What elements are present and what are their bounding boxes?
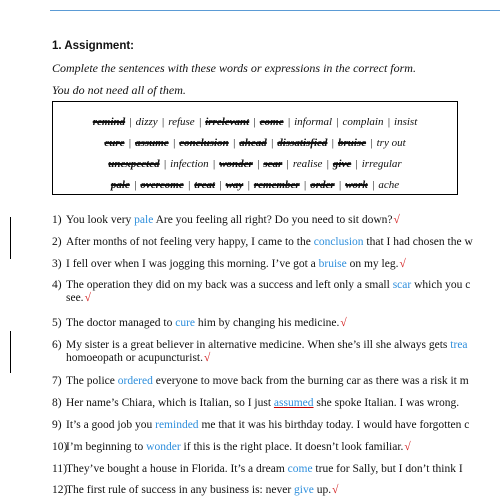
sentence-text: Are you feeling all right? Do you need to sit down? <box>153 214 393 226</box>
item-number: 12) <box>52 484 68 496</box>
answer-word: pale <box>134 214 154 226</box>
item-sentence <box>66 339 468 351</box>
word-separator: | <box>161 116 165 128</box>
word-option: remember <box>253 179 300 191</box>
word-separator: | <box>172 137 176 149</box>
sentence-text: You look very <box>66 214 135 226</box>
sentence-text: see. <box>66 292 84 304</box>
assignment-heading: 1. Assignment: <box>52 40 135 52</box>
word-option: irregular <box>361 158 402 170</box>
item-number: 3) <box>52 258 62 270</box>
item-sentence <box>66 441 411 453</box>
item-sentence <box>66 236 473 248</box>
item-sentence <box>66 397 459 409</box>
word-option: wonder <box>219 158 253 170</box>
word-option: come <box>259 116 284 128</box>
word-option: ahead <box>239 137 267 149</box>
sentence-text: The first rule of success in any business is: never <box>66 484 295 496</box>
word-option: order <box>310 179 335 191</box>
answer-word: conclusion <box>313 236 364 248</box>
word-option: infection <box>170 158 209 170</box>
word-separator: | <box>133 179 137 191</box>
answer-word: scar <box>392 279 412 291</box>
word-separator: | <box>303 179 307 191</box>
check-mark-icon: √ <box>404 441 411 453</box>
item-number: 5) <box>52 317 62 329</box>
sentence-text: everyone to move back from the burning car as there was a risk it m <box>152 375 469 387</box>
word-separator: | <box>252 116 256 128</box>
answer-word: bruise <box>318 258 347 270</box>
word-option: irrelevant <box>205 116 250 128</box>
margin-bar <box>10 217 11 259</box>
sentence-text: him by changing his medicine. <box>195 317 340 329</box>
word-separator: | <box>369 137 373 149</box>
sentence-text: if this is the right place. It doesn’t look familiar. <box>180 441 404 453</box>
word-separator: | <box>232 137 236 149</box>
word-separator: | <box>270 137 274 149</box>
word-option: informal <box>294 116 333 128</box>
item-sentence <box>66 258 406 270</box>
check-mark-icon: √ <box>84 292 91 304</box>
exercise-item <box>52 441 411 453</box>
word-separator: | <box>247 179 251 191</box>
item-number: 10) <box>52 441 68 453</box>
word-separator: | <box>286 158 290 170</box>
exercise-item <box>52 419 469 431</box>
sentence-text: homoeopath or acupuncturist. <box>66 352 204 364</box>
item-number: 7) <box>52 375 62 387</box>
item-sentence <box>66 419 469 431</box>
item-sentence <box>66 375 469 387</box>
sentence-text: me that it was his birthday today. I would have forgotten c <box>198 419 470 431</box>
sentence-text: which you c <box>411 279 471 291</box>
exercise-item <box>52 339 468 364</box>
item-number: 4) <box>52 279 62 291</box>
word-option: realise <box>292 158 323 170</box>
word-option: scar <box>263 158 283 170</box>
instruction-line: Complete the sentences with these words or expressions in the correct form. <box>52 61 416 75</box>
item-sentence <box>66 484 338 496</box>
word-separator: | <box>256 158 260 170</box>
exercise-item <box>52 214 400 226</box>
sentence-text: true for Sally, but I don’t think I <box>312 463 463 475</box>
word-option: try out <box>376 137 406 149</box>
instruction-line: You do not need all of them. <box>52 83 186 97</box>
exercise-item <box>52 463 463 475</box>
word-separator: | <box>335 116 339 128</box>
word-option: cure <box>104 137 125 149</box>
item-continuation <box>66 292 91 304</box>
word-box-line <box>53 112 457 133</box>
word-separator: | <box>212 158 216 170</box>
word-separator: | <box>128 116 132 128</box>
word-option: ache <box>378 179 400 191</box>
sentence-text: on my leg. <box>346 258 399 270</box>
word-option: unexpected <box>108 158 160 170</box>
sentence-text: After months of not feeling very happy, I came to the <box>66 236 314 248</box>
exercise-item <box>52 375 469 387</box>
word-option: assume <box>135 137 169 149</box>
exercise-item <box>52 317 347 329</box>
word-option: refuse <box>168 116 195 128</box>
word-separator: | <box>163 158 167 170</box>
item-sentence <box>66 214 400 226</box>
sentence-text: I’m beginning to <box>66 441 147 453</box>
check-mark-icon: √ <box>393 214 400 226</box>
word-option: complain <box>342 116 384 128</box>
sentence-text: The operation they did on my back was a success and left only a small <box>66 279 393 291</box>
sentence-text: she spoke Italian. I was wrong. <box>313 397 460 409</box>
item-sentence <box>66 317 347 329</box>
word-option: bruise <box>337 137 367 149</box>
word-option: treat <box>194 179 216 191</box>
word-separator: | <box>326 158 330 170</box>
margin-bar <box>10 331 11 373</box>
word-separator: | <box>331 137 335 149</box>
word-option: dissatisfied <box>277 137 328 149</box>
item-sentence <box>66 463 463 475</box>
item-number: 6) <box>52 339 62 351</box>
sentence-text: up. <box>313 484 332 496</box>
word-separator: | <box>354 158 358 170</box>
item-continuation <box>66 352 210 364</box>
check-mark-icon: √ <box>340 317 347 329</box>
sentence-text: It’s a good job you <box>66 419 156 431</box>
sentence-text: My sister is a great believer in alternative medicine. When she’s ill she always gets <box>66 339 451 351</box>
sentence-text: I fell over when I was jogging this morning. I’ve got a <box>66 258 319 270</box>
word-separator: | <box>371 179 375 191</box>
word-separator: | <box>218 179 222 191</box>
word-box-line <box>53 175 457 196</box>
answer-word: assumed <box>273 397 314 409</box>
exercise-item <box>52 236 473 248</box>
item-number: 2) <box>52 236 62 248</box>
word-box-line <box>53 154 457 175</box>
word-separator: | <box>287 116 291 128</box>
word-separator: | <box>198 116 202 128</box>
sentence-text: The doctor managed to <box>66 317 176 329</box>
answer-word: wonder <box>146 441 181 453</box>
item-sentence <box>66 279 470 291</box>
answer-word: trea <box>450 339 468 351</box>
exercise-item <box>52 484 338 496</box>
word-separator: | <box>338 179 342 191</box>
word-option: remind <box>92 116 126 128</box>
item-number: 9) <box>52 419 62 431</box>
answer-word: ordered <box>117 375 153 387</box>
word-option: pale <box>110 179 130 191</box>
word-option: insist <box>394 116 418 128</box>
check-mark-icon: √ <box>332 484 339 496</box>
word-option: dizzy <box>135 116 158 128</box>
answer-word: cure <box>175 317 196 329</box>
word-option: way <box>225 179 244 191</box>
item-number: 8) <box>52 397 62 409</box>
word-option: work <box>345 179 368 191</box>
answer-word: come <box>287 463 313 475</box>
answer-word: give <box>294 484 314 496</box>
word-separator: | <box>128 137 132 149</box>
word-separator: | <box>187 179 191 191</box>
word-box <box>52 101 458 195</box>
word-option: conclusion <box>179 137 229 149</box>
item-number: 1) <box>52 214 62 226</box>
sentence-text: Her name’s Chiara, which is Italian, so I just <box>66 397 274 409</box>
exercise-item <box>52 258 406 270</box>
word-separator: | <box>387 116 391 128</box>
check-mark-icon: √ <box>204 352 211 364</box>
word-option: overcome <box>140 179 184 191</box>
sentence-text: that I had chosen the w <box>363 236 473 248</box>
word-box-line <box>53 133 457 154</box>
check-mark-icon: √ <box>399 258 406 270</box>
sentence-text: The police <box>66 375 118 387</box>
answer-word: reminded <box>155 419 199 431</box>
exercise-item <box>52 279 471 304</box>
word-option: give <box>332 158 352 170</box>
item-number: 11) <box>52 463 67 475</box>
exercise-item <box>52 397 459 409</box>
sentence-text: They’ve bought a house in Florida. It’s a dream <box>66 463 288 475</box>
header-rule <box>50 10 500 11</box>
